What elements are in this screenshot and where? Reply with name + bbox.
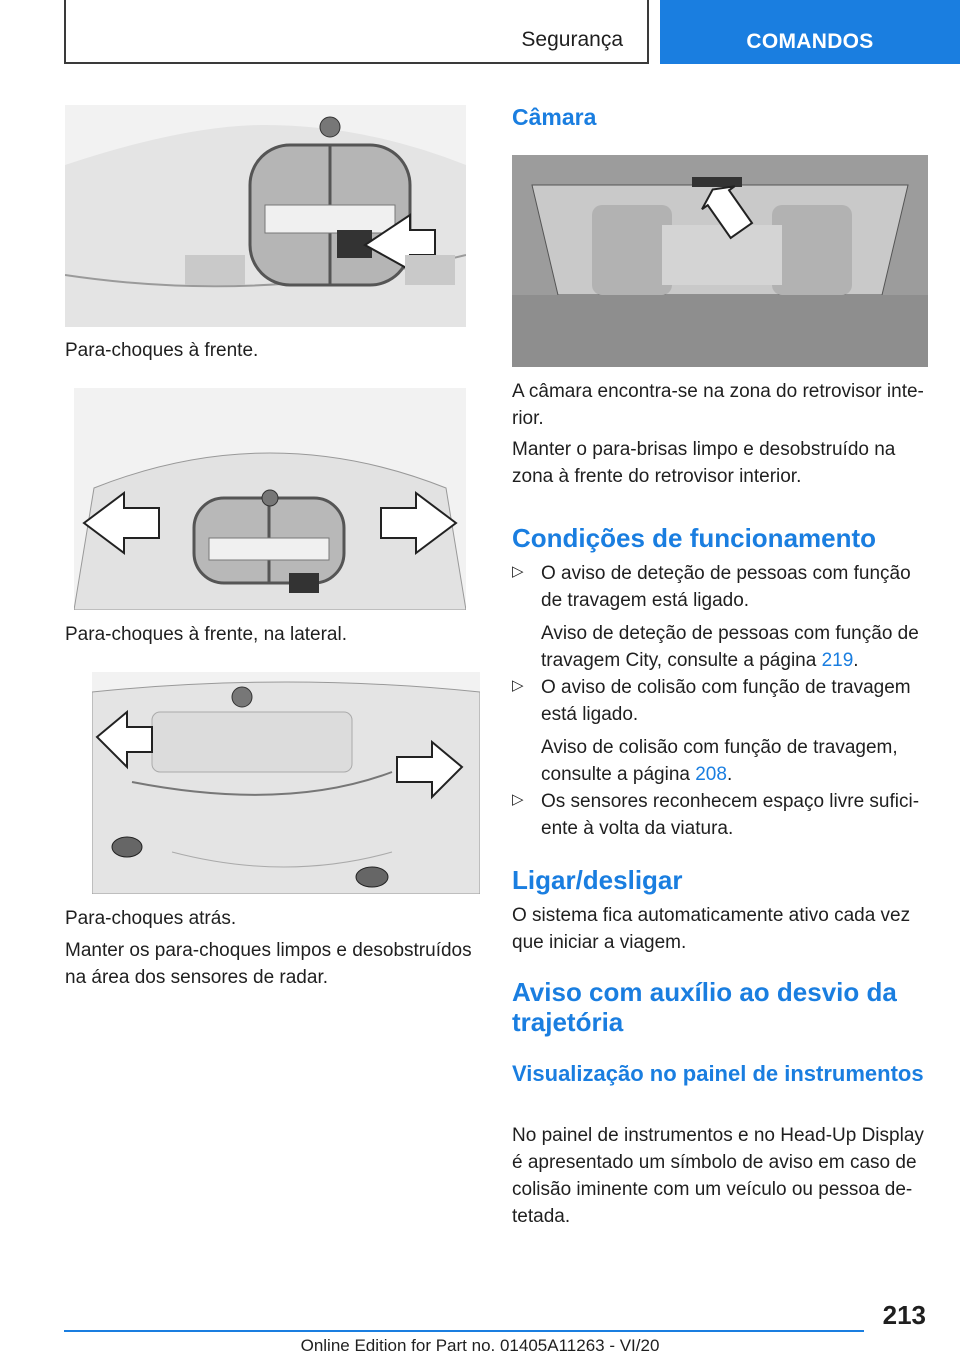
rear-bumper-illustration <box>92 672 480 894</box>
caption-rear-bumper: Para-choques atrás. <box>65 908 237 929</box>
paragraph-camera-location: A câmara encontra-se na zona do retrovisor inte-rior. <box>512 381 924 429</box>
page-link-208[interactable]: 208 <box>695 764 727 785</box>
header-chapter-tab: COMANDOS <box>660 0 960 64</box>
bullet-marker: ▷ <box>512 563 524 580</box>
header-section-box <box>64 0 649 64</box>
heading-display-instruments: Visualização no painel de instrumentos <box>512 1061 924 1086</box>
bullet-text: Os sensores reconhecem espaço livre sufici-ente à volta da viatura. <box>541 791 920 839</box>
figure-front-bumper <box>65 105 466 327</box>
heading-camera: Câmara <box>512 104 597 130</box>
bullet-item <box>512 788 932 842</box>
caption-front-bumper: Para-choques à frente. <box>65 340 259 361</box>
paragraph-display-instruments: No painel de instrumentos e no Head-Up Display é apresentado um símbolo de aviso em caso de colisão iminente com um veículo ou pessoa de-tetada. <box>512 1125 924 1227</box>
heading-on-off: Ligar/desligar <box>512 865 683 895</box>
figure-camera-interior <box>512 155 928 367</box>
paragraph-keep-bumpers-clean: Manter os para-choques limpos e desobstruídos na área dos sensores de radar. <box>65 940 472 988</box>
caption-front-bumper-side: Para-choques à frente, na lateral. <box>65 624 348 645</box>
heading-warning-steering: Aviso com auxílio ao desvio da trajetória <box>512 977 897 1037</box>
bullet-text: O aviso de deteção de pessoas com função de travagem está ligado. <box>541 563 911 611</box>
bullet-subtext: Aviso de colisão com função de travagem, consulte a página 208. <box>541 737 898 785</box>
heading-conditions: Condições de funcionamento <box>512 523 877 553</box>
bullet-item <box>512 674 932 788</box>
footer-edition: Online Edition for Part no. 01405A11263 - VI/20 <box>300 1336 660 1355</box>
bullet-marker: ▷ <box>512 677 524 694</box>
page-number: 213 <box>882 1300 926 1330</box>
figure-rear-bumper <box>92 672 480 894</box>
paragraph-camera-clean: Manter o para-brisas limpo e desobstruído na zona à frente do retrovisor interior. <box>512 439 896 487</box>
bullet-item <box>512 560 932 674</box>
camera-interior-illustration <box>512 155 928 367</box>
front-bumper-illustration <box>65 105 466 327</box>
bullet-subtext: Aviso de deteção de pessoas com função de travagem City, consulte a página 219. <box>541 623 919 671</box>
page-link-219[interactable]: 219 <box>821 650 854 671</box>
bullet-text: O aviso de colisão com função de travagem está ligado. <box>541 677 911 725</box>
header-section-title: Segurança <box>521 28 623 51</box>
bullet-marker: ▷ <box>512 791 524 808</box>
figure-front-bumper-side <box>74 388 466 610</box>
front-side-illustration <box>74 388 466 610</box>
paragraph-on-off: O sistema fica automaticamente ativo cada vez que iniciar a viagem. <box>512 905 911 953</box>
footer-divider <box>64 1330 864 1332</box>
